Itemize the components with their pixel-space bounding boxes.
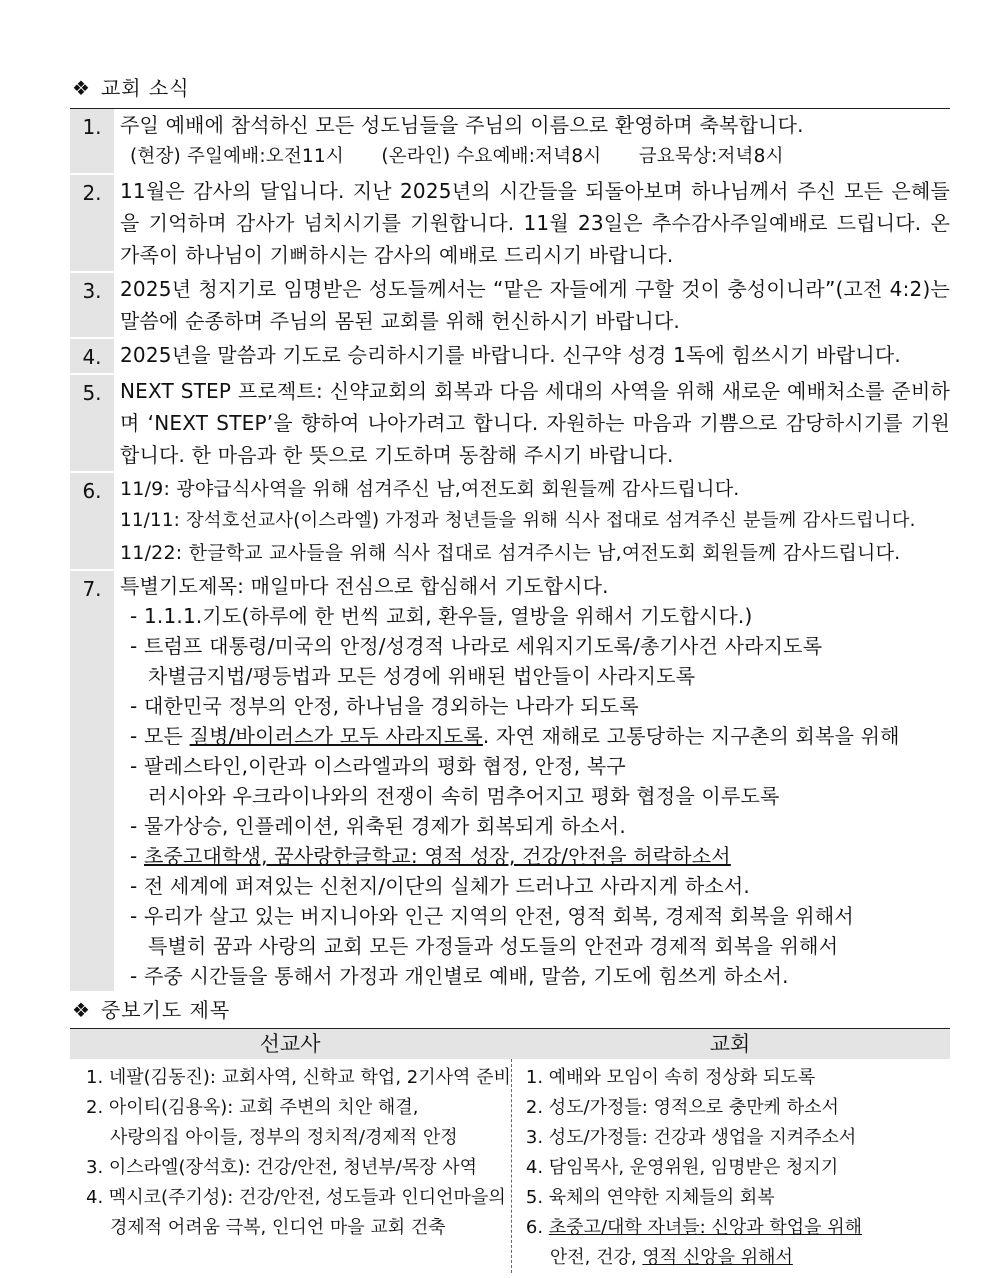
prayer-line: - 초중고대학생, 꿈사랑한글학교: 영적 성장, 건강/안전을 허락하소서 [130,844,731,868]
prayer-line: 러시아와 우크라이나와의 전쟁이 속히 멈추어지고 평화 협정을 이루도록 [148,784,780,808]
item-text: 2025년 청지기로 임명받은 성도들께서는 “맡은 자들에게 구할 것이 충성이니라”(고전 4:2)는 말씀에 순종하며 주님의 몸된 교회를 위해 헌신하시기 바랍니다. [120,277,950,333]
item-text: 주일 예배에 참석하신 모든 성도님들을 주님의 이름으로 환영하며 축복합니다. [120,113,804,137]
list-item: 1. 네팔(김동진): 교회사역, 신학교 학업, 2기사역 준비 [86,1067,511,1088]
prayer-line: - 전 세계에 퍼져있는 신천지/이단의 실체가 드러나고 사라지게 하소서. [130,874,750,898]
item-text: 2025년을 말씀과 기도로 승리하시기를 바랍니다. 신구약 성경 1독에 힘쓰시기 바랍니다. [120,343,901,367]
list-item: 6. 초중고/대학 자녀들: 신앙과 학업을 위해 안전, 건강, 영적 신앙을 위해서 [525,1217,863,1268]
church-header: 교회 [709,1032,751,1056]
thanks-line: 11/9: 광야급식사역을 위해 섬겨주신 남,여전도회 회원들께 감사드립니다. [120,478,740,500]
item-number: 1. [70,109,114,173]
underlined-text: 초중고/대학 자녀들: 신앙과 학업을 위해 [548,1217,863,1238]
underlined-text: 영적 신앙을 위해서 [642,1247,793,1268]
church-column [512,1059,950,1273]
diamond-bullet-icon: ❖ [72,76,91,100]
table-header [70,1028,950,1059]
missionary-header: 선교사 [259,1032,321,1056]
list-item: 3. 성도/가정들: 건강과 생업을 지켜주소서 [525,1127,857,1148]
prayer-line: - 대한민국 정부의 안정, 하나님을 경외하는 나라가 되도록 [130,694,639,718]
item-text: NEXT STEP 프로젝트: 신약교회의 회복과 다음 세대의 사역을 위해 새로운 예배처소를 준비하며 ‘NEXT STEP’을 향하여 나아가려고 합니다. 자원하는 마음과 기쁨으로 감당하시기를 기원합니다. 한 마음과 한 뜻으로 기도하며 동참해 주시기 바랍니다. [120,379,950,467]
list-item: 1. 예배와 모임이 속히 정상화 되도록 [525,1067,816,1088]
prayer-line: - 물가상승, 인플레이션, 위축된 경제가 회복되게 하소서. [130,814,626,838]
prayer-line: - 1.1.1.기도(하루에 한 번씩 교회, 환우들, 열방을 위해서 기도합시다.) [130,604,753,628]
item-number: 6. [70,473,114,569]
list-item: 3. 이스라엘(장석호): 건강/안전, 청년부/목장 사역 [86,1157,478,1178]
list-item [70,175,950,271]
church-news-list [70,109,950,993]
item-number: 3. [70,273,114,337]
list-item [70,273,950,337]
item-number: 7. [70,571,114,991]
list-item: 4. 멕시코(주기성): 건강/안전, 성도들과 인디언마을의 경제적 어려움 극복, 인디언 마을 교회 건축 [86,1187,506,1238]
worship-times: (현장) 주일예배:오전11시 (온라인) 수요예배:저녁8시 금요묵상:저녁8시 [130,146,784,167]
list-item [70,473,950,569]
diamond-bullet-icon: ❖ [72,998,91,1022]
prayer-line: 차별금지법/평등법과 모든 성경에 위배된 법안들이 사라지도록 [148,664,696,688]
item-number: 5. [70,375,114,471]
prayer-line: - 우리가 살고 있는 버지니아와 인근 지역의 안전, 영적 회복, 경제적 회복을 위해서 [130,904,854,928]
intercession-table [70,1028,950,1273]
prayer-lead: 특별기도제목: 매일마다 전심으로 합심해서 기도합시다. [120,574,609,598]
prayer-line: - 트럼프 대통령/미국의 안정/성경적 나라로 세워지기도록/총기사건 사라지도록 [130,634,823,658]
prayer-line: 특별히 꿈과 사랑의 교회 모든 가정들과 성도들의 안전과 경제적 회복을 위해서 [148,934,839,958]
prayer-line: - 모든 질병/바이러스가 모두 사라지도록. 자연 재해로 고통당하는 지구촌의 회복을 위해 [130,724,900,748]
list-item [70,571,950,991]
list-item [70,339,950,373]
prayer-line: - 팔레스타인,이란과 이스라엘과의 평화 협정, 안정, 복구 [130,754,626,778]
church-news-title: ❖ 교회 소식 [72,76,190,100]
item-number: 2. [70,175,114,271]
thanks-line: 11/22: 한글학교 교사들을 위해 식사 접대로 섬겨주시는 남,여전도회 회원들께 감사드립니다. [120,542,901,564]
missionary-column [70,1059,512,1273]
prayer-line: - 주중 시간들을 통해서 가정과 개인별로 예배, 말씀, 기도에 힘쓰게 하소서. [130,964,789,988]
underlined-text: 초중고대학생, 꿈사랑한글학교: 영적 성장, 건강/안전을 허락하소서 [143,844,731,868]
intercession-title: ❖ 중보기도 제목 [72,998,231,1022]
item-text: 11월은 감사의 달입니다. 지난 2025년의 시간들을 되돌아보며 하나님께서 주신 모든 은혜들을 기억하며 감사가 넘치시기를 기원합니다. 11월 23일은 추수감사주일예배로 드립니다. 온 가족이 하나님이 기뻐하시는 감사의 예배로 드리시기 바랍니다. [120,179,950,267]
thanks-line: 11/11: 장석호선교사(이스라엘) 가정과 청년들을 위해 식사 접대로 섬겨주신 분들께 감사드립니다. [120,510,916,531]
list-item [70,109,950,173]
underlined-text: 질병/바이러스가 모두 사라지도록 [189,724,483,748]
list-item: 2. 성도/가정들: 영적으로 충만케 하소서 [525,1097,839,1118]
list-item [70,375,950,471]
item-number: 4. [70,339,114,373]
list-item: 4. 담임목사, 운영위원, 임명받은 청지기 [525,1157,839,1178]
list-item: 5. 육체의 연약한 지체들의 회복 [525,1187,775,1208]
list-item: 2. 아이티(김용옥): 교회 주변의 치안 해결, 사랑의집 아이들, 정부의 정치적/경제적 안정 [86,1097,458,1148]
